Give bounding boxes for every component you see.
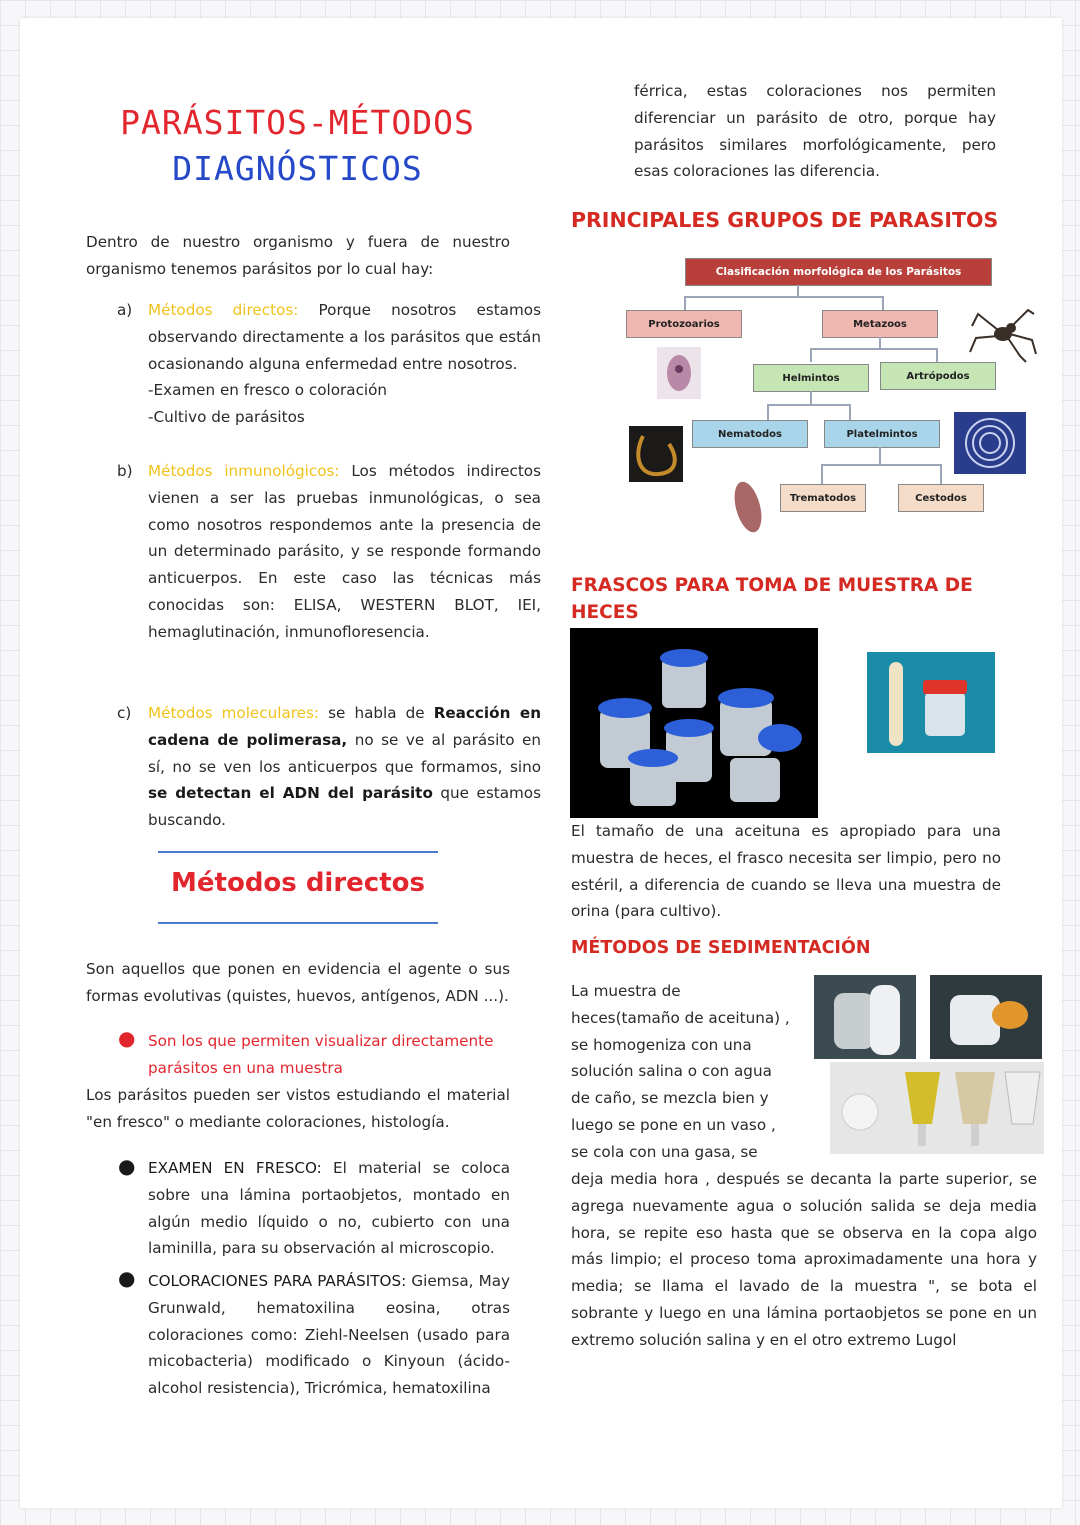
frascos-text: El tamaño de una aceituna es apropiado para una muestra de heces, el frasco necesita ser limpio, pero no estéril, a diferencia de cuando se lleva una muestra de orina (para cultivo). [571, 822, 1001, 921]
sedim-line: luego se pone en un vaso , [571, 1115, 776, 1134]
diagram-nematodos: Nematodos [692, 420, 808, 448]
item-b-heading: Métodos inmunológicos: [148, 462, 340, 480]
list-label-a: a) [117, 301, 133, 319]
fresco-paragraph [148, 1155, 510, 1262]
divider-bottom [158, 922, 438, 924]
divider-top [158, 851, 438, 853]
lab-photo-1 [814, 975, 916, 1059]
sedim-line: heces(tamaño de aceituna) , [571, 1008, 790, 1027]
list-item-b [117, 458, 541, 646]
item-a-text: Porque nosotros estamos observando directamente a los parásitos que están ocasionando alguna enfermedad entre nosotros. [148, 301, 541, 373]
lab-photo-2 [930, 975, 1042, 1059]
coloraciones-continued: férrica, estas coloraciones nos permiten diferenciar un parásito de otro, porque hay parásitos similares morfológicamente, pero esas coloraciones las diferencia. [634, 82, 996, 181]
item-c-bold-1: Reacción en cadena de polimerasa, [148, 704, 542, 749]
list-item-a [117, 297, 541, 431]
list-label-b: b) [117, 462, 133, 480]
classification-diagram [570, 252, 1040, 542]
lab-photo-3 [830, 1062, 1044, 1154]
section-heading-directos: Métodos directos [171, 868, 425, 898]
sedim-line: de caño, se mezcla bien y [571, 1089, 769, 1108]
diagram-artropodos: Artrópodos [880, 362, 996, 390]
sedimentacion-text: deja media hora , después se decanta la parte superior, se agrega nuevamente agua o solución salida se deja media hora, se repite eso hasta que se observa en la copa algo más limpio; el proceso toma aproximadamente una hora y media; se llama el lavado de la muestra ", se bota el sobrante y luego en una lámina portaobjetos se pone en un extremo solución salina y en el otro extremo Lugol [571, 1170, 1037, 1349]
coloraciones-text: Giemsa, May Grunwald, hematoxilina eosina, otras coloraciones como: Ziehl-Neelsen (usado para micobacteria) modificado o Kinyoun (ácido-alcohol resistencia), Tricrómica, hematoxilina [148, 1272, 510, 1398]
item-c-text-2: no se ve al parásito en sí, no se ven los anticuerpos que formamos, sino [148, 730, 541, 776]
title-line-2: DIAGNÓSTICOS [172, 149, 423, 188]
diagram-platelmintos: Platelmintos [824, 420, 940, 448]
spider-image [968, 304, 1038, 364]
directos-intro: Son aquellos que ponen en evidencia el agente o sus formas evolutivas (quistes, huevos, antígenos, ADN ...). [86, 960, 510, 1005]
diagram-protozoarios: Protozoarios [626, 310, 742, 338]
sedim-line: se cola con una gasa, se [571, 1142, 758, 1161]
diagram-cestodos: Cestodos [898, 484, 984, 512]
sedimentacion-short-lines [571, 978, 821, 1166]
coloraciones-heading: COLORACIONES PARA PARÁSITOS: [148, 1272, 407, 1290]
nematode-image [629, 426, 683, 482]
item-c-bold-2: se detectan el ADN del parásito [148, 784, 433, 803]
title-line-1: PARÁSITOS-MÉTODOS [120, 103, 475, 142]
item-c-text-3: que estamos buscando. [148, 784, 542, 830]
item-a-sub-2: -Cultivo de parásitos [148, 408, 305, 427]
container-spatula-photo [867, 652, 995, 753]
page-title [95, 100, 500, 192]
list-label-c: c) [117, 704, 132, 722]
grupos-heading: PRINCIPALES GRUPOS DE PARASITOS [571, 208, 999, 232]
diagram-trematodos: Trematodos [780, 484, 866, 512]
sedim-line: solución salina o con agua [571, 1062, 772, 1081]
fresco-text: El material se coloca sobre una lámina portaobjetos, montado en algún medio líquido o no, cubierto con una laminilla, para su observación al microscopio. [148, 1159, 511, 1258]
item-b-text: Los métodos indirectos vienen a ser las pruebas inmunológicas, o sea como nosotros respondemos ante la presencia de un determinado parásito, y se responde formando anticuerpos. En este caso las técnicas más conocidas son: ELISA, WESTERN BLOT, IEI, hemaglutinación, inmunofloresencia. [148, 462, 541, 641]
bullet-dot: ● [118, 1266, 136, 1290]
directos-text: Los parásitos pueden ser vistos estudiando el material "en fresco" o mediante coloraciones, histología. [86, 1086, 510, 1131]
frascos-heading: FRASCOS PARA TOMA DE MUESTRA DE HECES [571, 575, 973, 623]
item-a-sub-1: -Examen en fresco o coloración [148, 381, 388, 400]
sedimentacion-heading: MÉTODOS DE SEDIMENTACIÓN [571, 938, 871, 958]
directos-bullet-text: Son los que permiten visualizar directamente parásitos en una muestra [148, 1032, 494, 1077]
bullet-dot: ● [118, 1026, 136, 1050]
item-c-heading: Métodos moleculares: [148, 704, 320, 722]
bullet-dot: ● [118, 1154, 136, 1178]
fresco-heading: EXAMEN EN FRESCO: [148, 1159, 322, 1177]
diagram-root: Clasificación morfológica de los Parásitos [685, 258, 992, 286]
sedim-line: se homogeniza con una [571, 1035, 752, 1054]
list-item-c [117, 700, 541, 834]
diagram-metazoos: Metazoos [822, 310, 938, 338]
protozoan-image [657, 347, 701, 399]
containers-photo [570, 628, 818, 818]
cestode-image [954, 412, 1026, 474]
coloraciones-paragraph [148, 1268, 510, 1402]
trematode-image [728, 478, 768, 536]
sedim-line: La muestra de [571, 982, 681, 1000]
item-a-heading: Métodos directos: [148, 301, 299, 319]
item-c-text-1: se habla de [328, 704, 425, 722]
intro-paragraph: Dentro de nuestro organismo y fuera de nuestro organismo tenemos parásitos por lo cual hay: [86, 233, 510, 278]
diagram-helmintos: Helmintos [753, 364, 869, 392]
